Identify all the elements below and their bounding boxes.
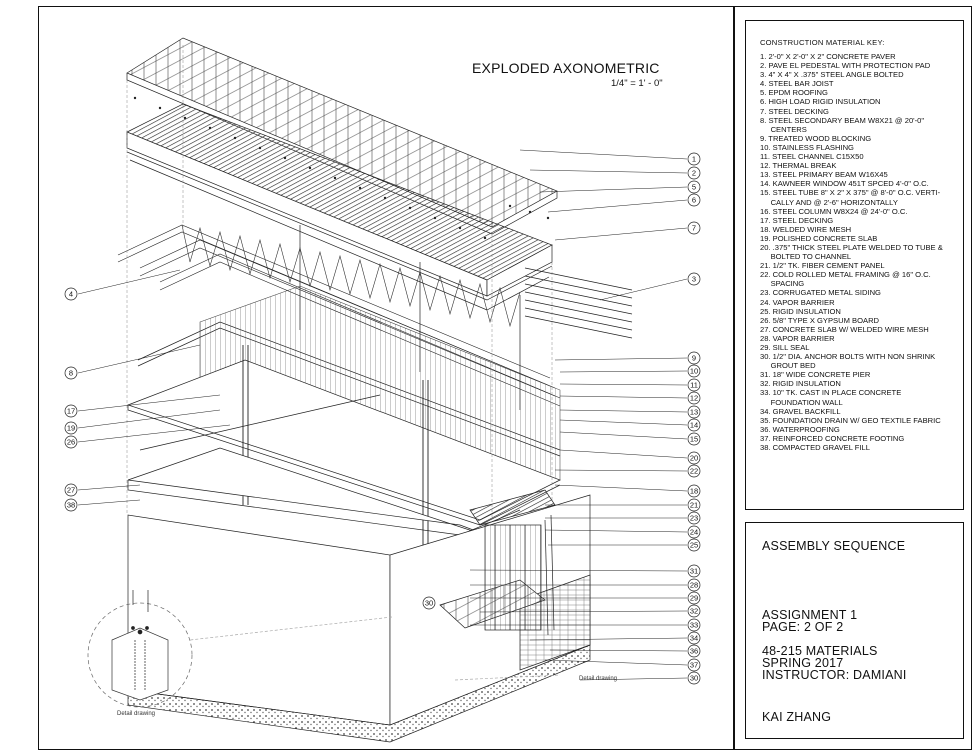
callout-number: 30	[424, 598, 434, 608]
callout-number: 23	[689, 513, 699, 523]
callout-leader	[560, 432, 687, 439]
material-key-item: 20. .375" THICK STEEL PLATE WELDED TO TUBE & BOLTED TO CHANNEL	[760, 242, 943, 262]
callout-leader	[78, 270, 180, 294]
callout-left	[65, 405, 77, 417]
callout-right	[688, 352, 700, 364]
callout-right	[688, 465, 700, 477]
callout-leader	[78, 485, 140, 490]
callout-leader	[555, 228, 687, 240]
callout-right	[688, 645, 700, 657]
callout-leader	[560, 384, 687, 385]
material-key-item: 26. 5/8" TYPE X GYPSUM BOARD	[760, 315, 880, 325]
material-key-item: 23. CORRUGATED METAL SIDING	[760, 288, 881, 298]
callout-left	[65, 499, 77, 511]
callout-leader	[560, 420, 687, 425]
material-key-item: 25. RIGID INSULATION	[760, 306, 841, 316]
callout-left	[65, 436, 77, 448]
material-key-item: 31. 18" WIDE CONCRETE PIER	[760, 370, 871, 380]
callout-number: 1	[691, 154, 697, 164]
material-key-item: 21. 1/2" TK. FIBER CEMENT PANEL	[760, 261, 885, 271]
callout-right	[688, 167, 700, 179]
callout-left	[65, 367, 77, 379]
material-key-item: 6. HIGH LOAD RIGID INSULATION	[760, 97, 881, 107]
instructor-label: INSTRUCTOR: DAMIANI	[762, 668, 907, 682]
callout-number: 25	[689, 540, 699, 550]
callout-number: 2	[691, 168, 697, 178]
callout-leader	[540, 187, 687, 192]
callout-leader	[560, 450, 687, 458]
material-key-item: 33. 10" TK. CAST IN PLACE CONCRETE FOUNDATION WALL	[760, 388, 902, 407]
callout-right	[688, 565, 700, 577]
callout-right	[688, 452, 700, 464]
callout-number: 34	[689, 633, 699, 643]
callout-number: 29	[689, 593, 699, 603]
callout-right	[688, 419, 700, 431]
drawing-scale: 1/4" = 1' - 0"	[611, 78, 663, 89]
callout-number: 20	[689, 453, 699, 463]
material-key-item: 5. EPDM ROOFING	[760, 88, 828, 98]
detail-label-left: Detail drawing	[117, 711, 156, 717]
callout-right	[688, 499, 700, 511]
callout-right	[688, 539, 700, 551]
material-key-item: 10. STAINLESS FLASHING	[760, 142, 854, 152]
callout-number: 5	[691, 182, 697, 192]
material-key-item: 1. 2'-0" X 2'-0" X 2" CONCRETE PAVER	[760, 52, 896, 61]
material-key-item: 17. STEEL DECKING	[760, 215, 834, 225]
callout-leader	[600, 279, 687, 300]
author-name: KAI ZHANG	[762, 710, 832, 724]
callout-number: 4	[68, 289, 74, 299]
callout-right	[688, 672, 700, 684]
callout-leader	[530, 170, 687, 173]
callout-number: 33	[689, 620, 699, 630]
callout-right	[688, 579, 700, 591]
callout-number: 28	[689, 580, 699, 590]
callout-number: 15	[689, 434, 699, 444]
callout-leader	[560, 410, 687, 412]
callout-right	[688, 433, 700, 445]
callout-right	[688, 181, 700, 193]
material-key-item: 7. STEEL DECKING	[760, 106, 829, 116]
callout-leader	[555, 485, 687, 491]
callout-right	[688, 592, 700, 604]
callout-right	[688, 659, 700, 671]
material-key-item: 11. STEEL CHANNEL C15X50	[760, 152, 864, 162]
callout-right	[688, 632, 700, 644]
material-key-item: 28. VAPOR BARRIER	[760, 333, 835, 343]
detail-label-right: Detail drawing	[579, 676, 618, 682]
material-key-item: 13. STEEL PRIMARY BEAM W16X45	[760, 170, 888, 180]
callout-right	[688, 392, 700, 404]
page-number: PAGE: 2 OF 2	[762, 620, 844, 634]
material-key-item: 2. PAVE EL PEDESTAL WITH PROTECTION PAD	[760, 61, 931, 71]
material-key-item: 12. THERMAL BREAK	[760, 161, 837, 171]
material-key-item: 29. SILL SEAL	[760, 343, 810, 352]
callout-right	[688, 365, 700, 377]
course-name: 48-215 MATERIALS	[762, 644, 878, 658]
callout-right	[688, 406, 700, 418]
material-key-item: 37. REINFORCED CONCRETE FOOTING	[760, 433, 905, 443]
callout-leader	[548, 200, 687, 212]
material-key-item: 9. TREATED WOOD BLOCKING	[760, 133, 872, 143]
callout-number: 6	[691, 195, 697, 205]
material-key-item: 30. 1/2" DIA. ANCHOR BOLTS WITH NON SHRINK GROUT BED	[760, 352, 936, 371]
callout-leader	[78, 500, 140, 505]
material-key-list	[760, 52, 960, 452]
material-key-item: 14. KAWNEER WINDOW 451T SPCED 4'-0" O.C.	[760, 179, 929, 189]
callout-number: 10	[689, 366, 699, 376]
material-key-item: 15. STEEL TUBE 8" X 2" X 375" @ 8'-0" O.C. VERTI- CALLY AND @ 2'-6" HORIZONTALLY	[760, 188, 941, 207]
material-key-item: 35. FOUNDATION DRAIN W/ GEO TEXTILE FABRIC	[760, 415, 941, 425]
callout-number: 17	[66, 406, 76, 416]
material-key-item: 4. STEEL BAR JOIST	[760, 79, 834, 89]
callout-number: 32	[689, 606, 699, 616]
material-key-item: 22. COLD ROLLED METAL FRAMING @ 16" O.C. SPACING	[760, 270, 931, 289]
callout-number: 13	[689, 407, 699, 417]
callout-number: 26	[66, 437, 76, 447]
steel-angles	[525, 268, 632, 338]
callout-number: 37	[689, 660, 699, 670]
callout-right	[688, 222, 700, 234]
callout-leader	[78, 345, 200, 373]
material-key-item: 24. VAPOR BARRIER	[760, 297, 835, 307]
assignment-label: ASSIGNMENT 1	[762, 608, 858, 622]
callout-number: 3	[691, 274, 697, 284]
callout-leader	[78, 425, 230, 442]
material-key-item: 16. STEEL COLUMN W8X24 @ 24'-0" O.C.	[760, 206, 908, 216]
callout-pier-tag	[423, 597, 435, 609]
callout-right	[688, 379, 700, 391]
callout-left	[65, 484, 77, 496]
callout-number: 30	[689, 673, 699, 683]
callout-leader	[555, 470, 687, 471]
callout-number: 21	[689, 500, 699, 510]
callout-right	[688, 619, 700, 631]
material-key-item: 19. POLISHED CONCRETE SLAB	[760, 233, 878, 243]
material-key-item: 8. STEEL SECONDARY BEAM W8X21 @ 20'-0" CENTERS	[760, 115, 925, 134]
callout-right	[688, 512, 700, 524]
callout-right	[688, 194, 700, 206]
callout-right	[688, 526, 700, 538]
callout-number: 8	[68, 368, 74, 378]
material-key-item: 3. 4" X 4" X .375" STEEL ANGLE BOLTED	[760, 70, 904, 80]
callout-number: 14	[689, 420, 699, 430]
assembly-sequence-title: ASSEMBLY SEQUENCE	[762, 539, 906, 553]
callout-number: 19	[66, 423, 76, 433]
callout-right	[688, 153, 700, 165]
callout-number: 18	[689, 486, 699, 496]
callout-number: 36	[689, 646, 699, 656]
term-label: SPRING 2017	[762, 656, 844, 670]
material-key-item: 32. RIGID INSULATION	[760, 379, 841, 389]
callout-left	[65, 288, 77, 300]
callout-number: 12	[689, 393, 699, 403]
callout-number: 27	[66, 485, 76, 495]
callout-number: 11	[690, 380, 698, 390]
callout-number: 38	[66, 500, 76, 510]
callout-right	[688, 485, 700, 497]
material-key-item: 18. WELDED WIRE MESH	[760, 224, 852, 234]
callout-right	[688, 605, 700, 617]
material-key-item: 38. COMPACTED GRAVEL FILL	[760, 443, 870, 453]
callout-leader	[560, 396, 687, 398]
callout-right	[688, 273, 700, 285]
callout-number: 31	[689, 566, 699, 576]
callout-number: 7	[691, 223, 697, 233]
callout-number: 22	[689, 466, 699, 476]
material-key-heading: CONSTRUCTION MATERIAL KEY:	[760, 38, 885, 47]
material-key-item: 27. CONCRETE SLAB W/ WELDED WIRE MESH	[760, 324, 929, 334]
drawing-title: EXPLODED AXONOMETRIC	[472, 60, 660, 76]
callout-leader	[560, 371, 687, 372]
callout-number: 9	[691, 353, 697, 363]
callout-leader	[520, 150, 687, 159]
material-key-item: 36. WATERPROOFING	[760, 424, 840, 434]
callout-leader	[555, 358, 687, 360]
callout-number: 24	[689, 527, 699, 537]
material-key-item: 34. GRAVEL BACKFILL	[760, 406, 841, 416]
callout-left	[65, 422, 77, 434]
